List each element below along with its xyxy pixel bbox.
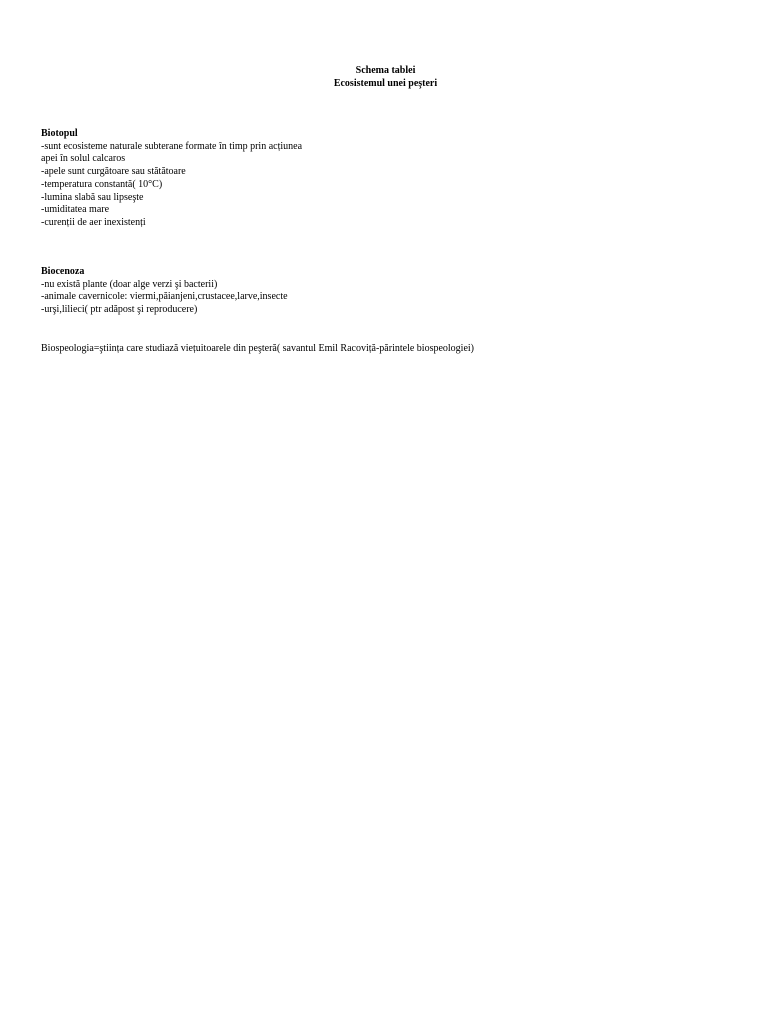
biotop-section <box>41 128 741 230</box>
biotop-line: -sunt ecosisteme naturale subterane formate în timp prin acțiunea <box>41 140 303 152</box>
biotop-heading: Biotopul <box>41 128 78 139</box>
biotop-line: -apele sunt curgătoare sau stătătoare <box>41 166 186 178</box>
biocenoza-section <box>41 266 741 317</box>
biotop-line: -curenții de aer inexistenți <box>41 216 146 228</box>
biospeologia-definition: Biospeologia=ştiința care studiază viețuitoarele din peşteră( savantul Emil Racoviță-părintele biospeologiei) <box>41 343 474 354</box>
biocenoza-line: -animale cavernicole: viermi,păianjeni,crustacee,larve,insecte <box>41 291 288 303</box>
document-title: Schema tablei <box>355 65 416 76</box>
biotop-line: -temperatura constantă( 10°C) <box>41 178 163 190</box>
biocenoza-line: -urşi,lilieci( ptr adăpost şi reproducere) <box>41 304 198 316</box>
title-block <box>0 64 768 90</box>
biocenoza-heading: Biocenoza <box>41 266 85 277</box>
biotop-line: apei în solul calcaros <box>41 153 126 165</box>
biotop-line: -umiditatea mare <box>41 204 110 216</box>
document-subtitle: Ecosistemul unei peşteri <box>333 78 438 89</box>
biospeologia-section <box>41 343 741 356</box>
biocenoza-line: -nu există plante (doar alge verzi şi bacterii) <box>41 278 218 290</box>
biotop-line: -lumina slabă sau lipseşte <box>41 191 144 203</box>
